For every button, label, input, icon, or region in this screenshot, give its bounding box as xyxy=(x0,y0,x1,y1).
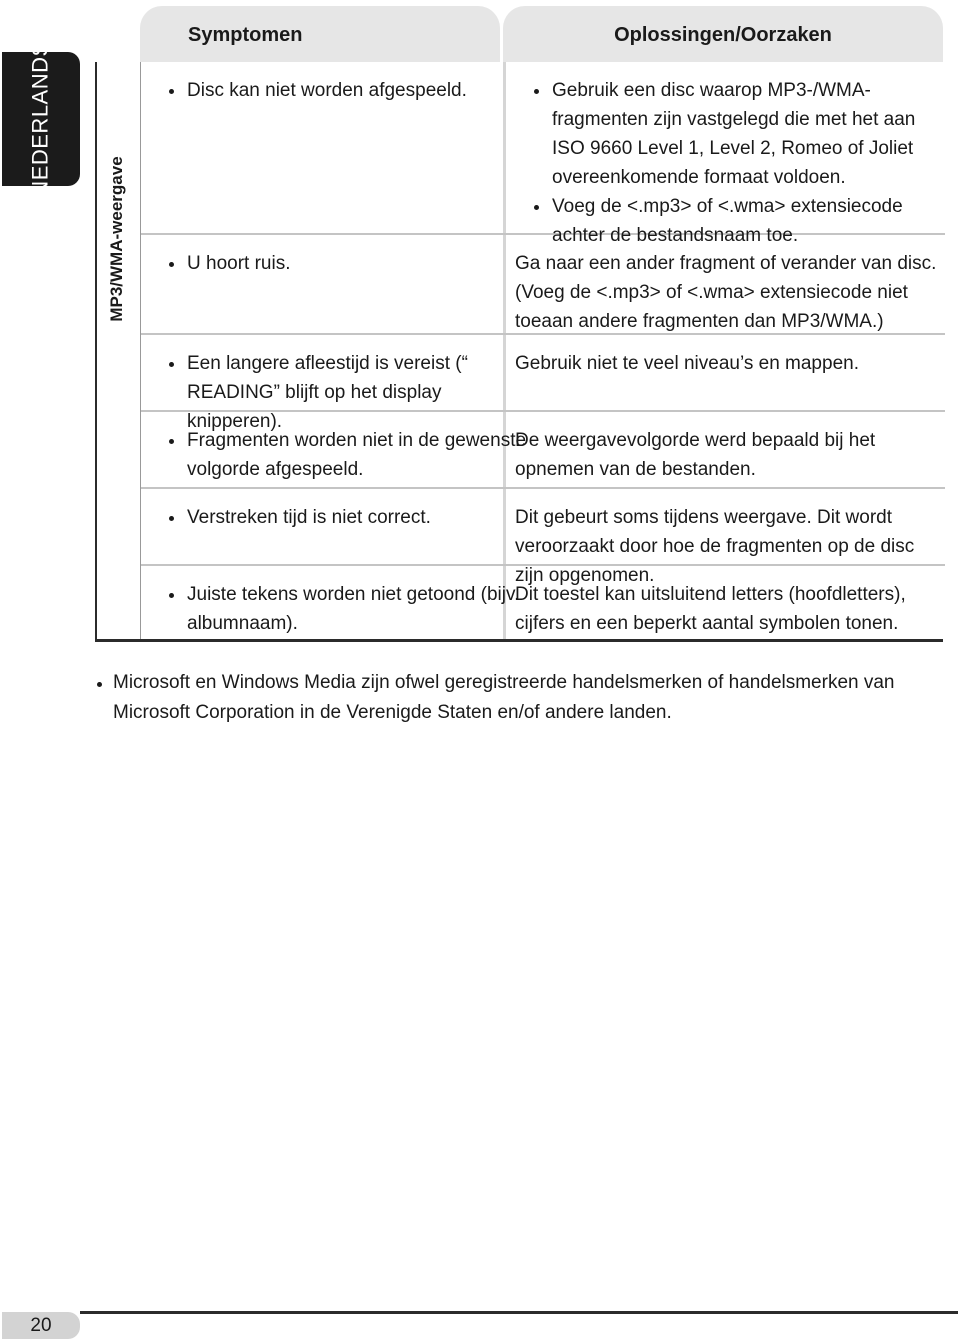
language-label: NEDERLANDS xyxy=(28,41,53,197)
symptom-text: Verstreken tijd is niet correct. xyxy=(167,503,527,532)
solution-text: Dit gebeurt soms tijdens weergave. Dit wordt veroorzaakt door hoe de fragmenten op de disc zijn opgenomen. xyxy=(515,507,915,586)
table-row xyxy=(141,335,945,432)
trademark-footnote: Microsoft en Windows Media zijn ofwel geregistreerde handelsmerken of handelsmerken van Microsoft Corporation in de Verenigde Staten en/of andere landen. xyxy=(95,668,895,728)
table-row xyxy=(141,566,945,639)
solution-text: Gebruik niet te veel niveau’s en mappen. xyxy=(515,353,859,374)
solution-text: Ga naar een ander fragment of verander van disc. (Voeg de <.mp3> of <.wma> extensiecode niet toeaan andere fragmenten dan MP3/WMA.) xyxy=(515,253,937,332)
symptom-text: U hoort ruis. xyxy=(167,249,527,278)
category-column xyxy=(97,62,141,639)
symptom-text: Fragmenten worden niet in de gewenste volgorde afgespeeld. xyxy=(167,426,527,484)
solution-text: Gebruik een disc waarop MP3-/WMA-fragmenten zijn vastgelegd die met het aan ISO 9660 Level 1, Level 2, Romeo of Joliet overeenkomende formaat voldoen. xyxy=(532,76,944,192)
page-number: 20 xyxy=(2,1312,80,1339)
symptom-text: Juiste tekens worden niet getoond (bijv. albumnaam). xyxy=(167,580,527,638)
solution-cell xyxy=(532,76,944,250)
symptom-text: Disc kan niet worden afgespeeld. xyxy=(167,76,527,105)
symptoms-header: Symptomen xyxy=(140,6,500,64)
table-row xyxy=(141,412,945,489)
page-bottom-rule xyxy=(80,1311,958,1314)
language-tab xyxy=(2,41,80,197)
table-row xyxy=(141,489,945,586)
solutions-header: Oplossingen/Oorzaken xyxy=(503,6,943,64)
solution-text: Voeg de <.mp3> of <.wma> extensiecode achter de bestandsnaam toe. xyxy=(532,192,944,250)
category-label: MP3/WMA-weergave xyxy=(107,156,126,322)
solution-text: De weergavevolgorde werd bepaald bij het opnemen van de bestanden. xyxy=(515,430,876,480)
table-row xyxy=(141,235,945,335)
solution-text: Dit toestel kan uitsluitend letters (hoofdletters), cijfers en een beperkt aantal symbolen tonen. xyxy=(515,584,906,634)
table-row xyxy=(141,62,945,246)
symptom-text: Een langere afleestijd is vereist (“ READING” blijft op het display knipperen). xyxy=(167,349,527,436)
troubleshooting-table xyxy=(95,62,943,642)
